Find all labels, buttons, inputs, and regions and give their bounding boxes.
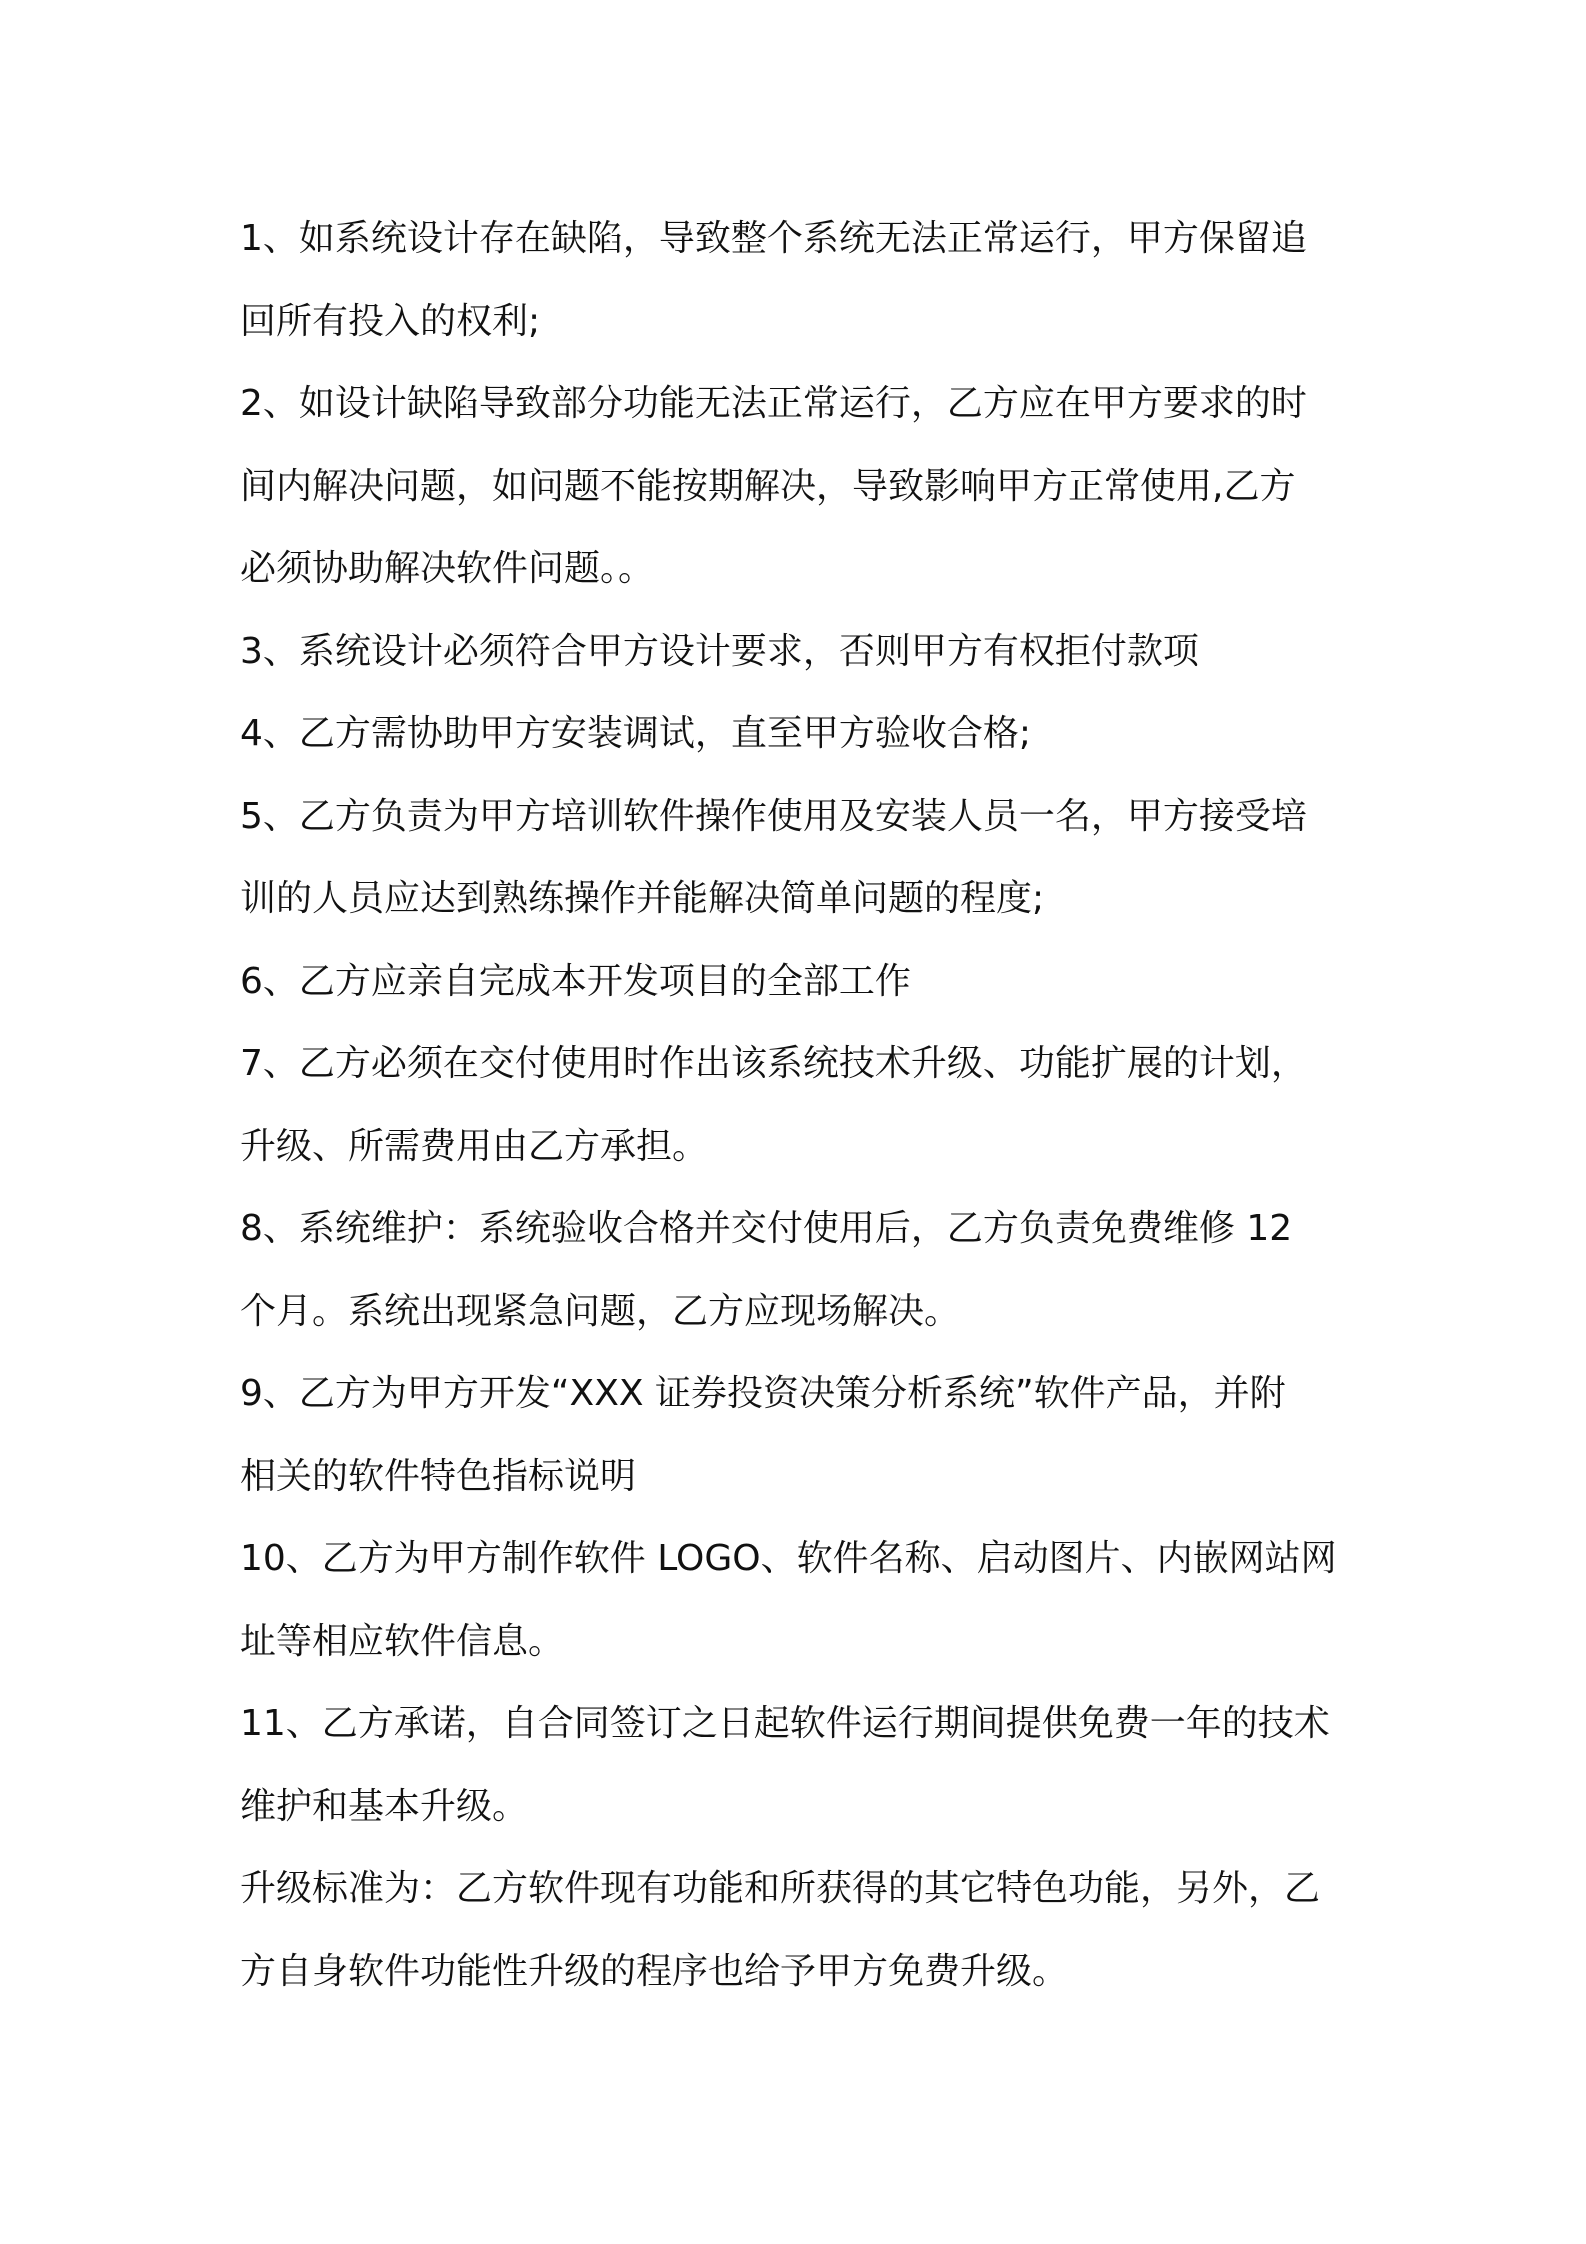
text-line: 相关的软件特色指标说明	[240, 1455, 637, 1497]
text-line: 个月。系统出现紧急问题，乙方应现场解决。	[240, 1290, 961, 1332]
text-line: 方自身软件功能性升级的程序也给予甲方免费升级。	[240, 1950, 1069, 1992]
text-line: 训的人员应达到熟练操作并能解决简单问题的程度;	[240, 878, 1045, 919]
text-line: 8、系统维护：系统验收合格并交付使用后，乙方负责免费维修 12	[240, 1208, 1293, 1249]
text-line: 1、如系统设计存在缺陷，导致整个系统无法正常运行，甲方保留追	[240, 218, 1307, 259]
text-line: 2、如设计缺陷导致部分功能无法正常运行，乙方应在甲方要求的时	[240, 383, 1307, 424]
text-line: 维护和基本升级。	[240, 1785, 529, 1827]
text-line: 7、乙方必须在交付使用时作出该系统技术升级、功能扩展的计划，	[240, 1043, 1307, 1084]
text-line: 升级、所需费用由乙方承担。	[240, 1125, 709, 1167]
text-line: 3、系统设计必须符合甲方设计要求，否则甲方有权拒付款项	[240, 630, 1199, 672]
text-line: 升级标准为：乙方软件现有功能和所获得的其它特色功能，另外，乙	[240, 1868, 1321, 1909]
text-line: 必须协助解决软件问题。。	[240, 548, 655, 589]
text-line: 间内解决问题，如问题不能按期解决，导致影响甲方正常使用,乙方	[240, 465, 1296, 507]
text-line: 11、乙方承诺，自合同签订之日起软件运行期间提供免费一年的技术	[240, 1703, 1330, 1744]
text-line: 5、乙方负责为甲方培训软件操作使用及安装人员一名，甲方接受培	[240, 795, 1307, 837]
text-line: 址等相应软件信息。	[240, 1620, 565, 1662]
text-line: 9、乙方为甲方开发“XXX 证券投资决策分析系统”软件产品，并附	[240, 1373, 1286, 1414]
text-line: 4、乙方需协助甲方安装调试，直至甲方验收合格;	[240, 713, 1032, 754]
contract-terms	[240, 198, 1360, 2013]
text-line: 6、乙方应亲自完成本开发项目的全部工作	[240, 960, 911, 1002]
text-line: 回所有投入的权利;	[240, 300, 541, 342]
text-line: 10、乙方为甲方制作软件 LOGO、软件名称、启动图片、内嵌网站网	[240, 1538, 1337, 1579]
